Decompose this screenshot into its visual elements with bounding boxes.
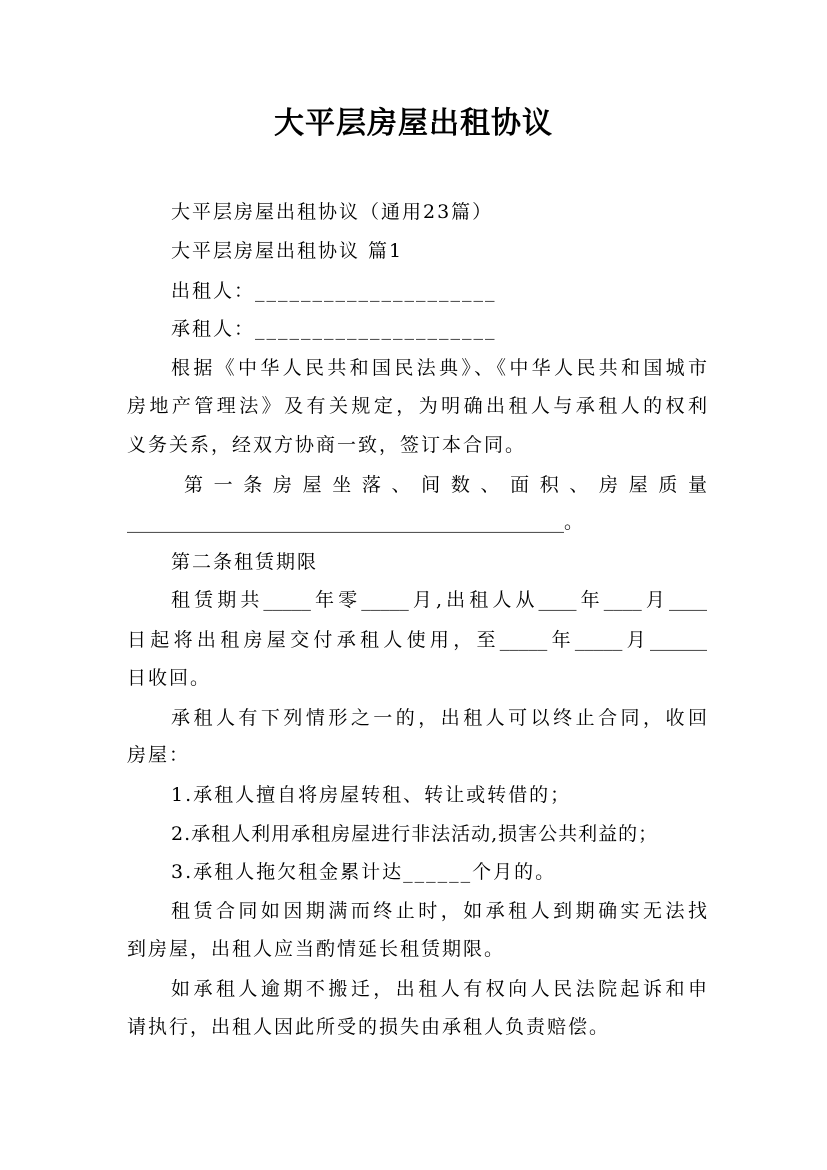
lessee-line: 承租人：_____________________ [171, 318, 497, 340]
clause-one-blank: ______________________________________________。 [127, 511, 584, 533]
paragraph-line: 请执行，出租人因此所受的损失由承租人负责赔偿。 [127, 1016, 611, 1038]
paragraph-line: 承租人有下列情形之一的，出租人可以终止合同，收回 [171, 707, 707, 729]
paragraph-line: 义务关系，经双方协商一致，签订本合同。 [127, 434, 527, 456]
paragraph-line: 房屋： [127, 744, 191, 766]
paragraph-line: 租赁合同如因期满而终止时，如承租人到期确实无法找 [171, 900, 707, 922]
paragraph-line: 到房屋，出租人应当酌情延长租赁期限。 [127, 938, 506, 960]
lessor-line: 出租人：_____________________ [171, 280, 497, 302]
list-item: 2.承租人利用承租房屋进行非法活动,损害公共利益的； [171, 823, 659, 845]
paragraph-line: 根据《中华人民共和国民法典》、《中华人民共和国城市 [171, 357, 707, 379]
list-item: 1.承租人擅自将房屋转租、转让或转借的； [171, 784, 572, 806]
paragraph-line: 日收回。 [127, 667, 212, 689]
clause-one-line: 第 一 条 房 屋 坐 落 、 间 数 、 面 积 、 房 屋 质 量 [184, 474, 707, 496]
paragraph-line: 如承租人逾期不搬迁，出租人有权向人民法院起诉和申 [171, 978, 707, 1000]
section-heading: 大平层房屋出租协议 篇1 [171, 240, 404, 262]
list-item: 3.承租人拖欠租金累计达______个月的。 [171, 861, 557, 883]
paragraph-line: 租赁期共_____年零_____月,出租人从____年____月____ [171, 589, 707, 611]
paragraph-line: 房地产管理法》及有关规定，为明确出租人与承租人的权利 [127, 395, 707, 417]
document-title: 大平层房屋出租协议 [274, 106, 553, 141]
heading-line: 大平层房屋出租协议（通用23篇） [171, 201, 494, 223]
paragraph-line: 日起将出租房屋交付承租人使用，至_____年_____月______ [127, 629, 707, 651]
clause-two-heading: 第二条租赁期限 [171, 551, 319, 573]
